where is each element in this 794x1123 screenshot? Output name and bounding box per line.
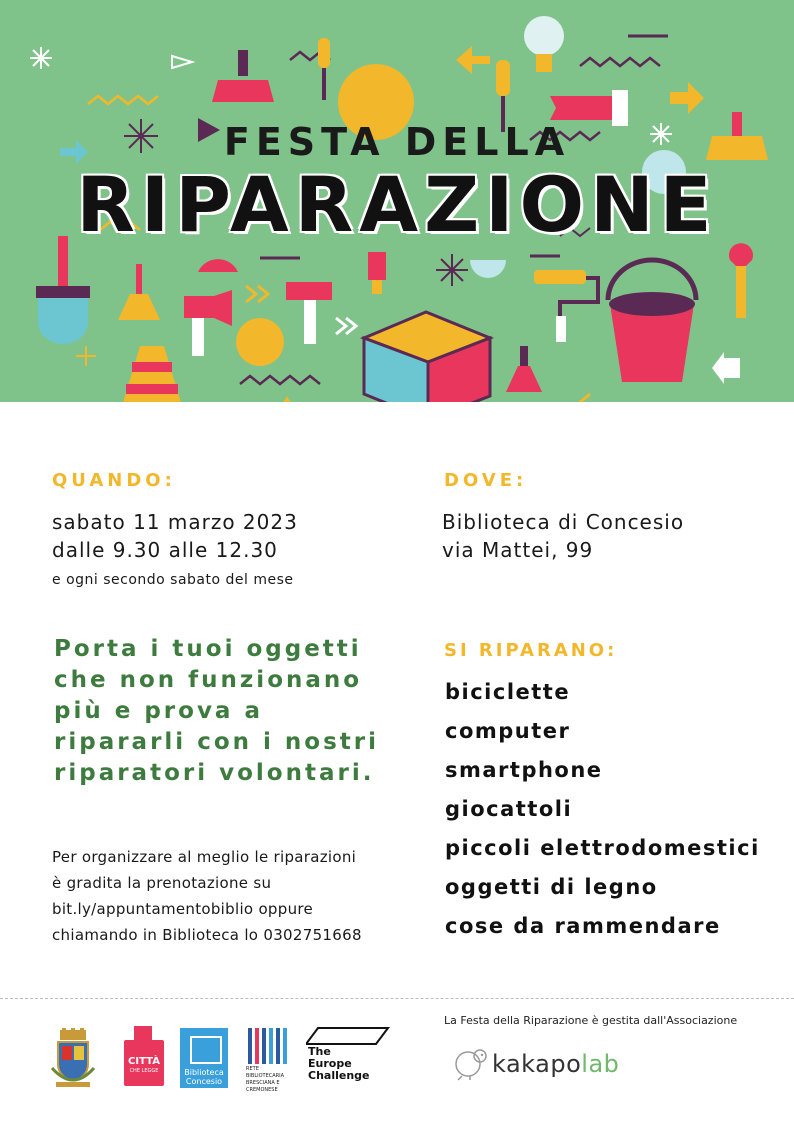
footer-divider (0, 998, 794, 999)
lab-text: lab (581, 1050, 620, 1078)
kakapo-text: kakapo (492, 1050, 582, 1078)
rete-bibliotecaria-icon (246, 1026, 292, 1066)
light-bulb-icon (524, 16, 564, 72)
screwdriver-icon (318, 38, 330, 100)
title-line-1: FESTA DELLA (223, 120, 571, 164)
bucket-icon (608, 260, 696, 382)
europe-challenge-icon (306, 1026, 390, 1046)
invite-text: Porta i tuoi oggetti che non funzionano più e prova a ripararli con i nostri riparatori volontari. (54, 636, 379, 786)
biblioteca-concesio-logo: Biblioteca Concesio (180, 1028, 228, 1088)
kakapo-bird-icon (452, 1046, 492, 1082)
list-item: cose da rammendare (445, 914, 721, 938)
list-item: oggetti di legno (445, 875, 658, 899)
where-label: DOVE: (444, 470, 528, 491)
list-item: smartphone (445, 758, 603, 782)
when-time: dalle 9.30 alle 12.30 (52, 538, 278, 562)
roller-icon (534, 270, 598, 342)
kakapolab-logo (452, 1044, 619, 1084)
where-address: via Mattei, 99 (442, 538, 594, 562)
wrench-icon (729, 243, 753, 318)
brush-icon (118, 264, 160, 320)
list-item: giocattoli (445, 797, 573, 821)
shovel-icon (36, 236, 90, 344)
banner (0, 0, 794, 402)
where-place: Biblioteca di Concesio (442, 510, 685, 534)
list-item: computer (445, 719, 571, 743)
when-label: QUANDO: (52, 470, 176, 491)
scraper-icon (212, 50, 274, 102)
repairs-label: SI RIPARANO: (444, 640, 618, 661)
list-item: biciclette (445, 680, 571, 704)
booking-info (52, 844, 397, 948)
tube-icon (368, 252, 386, 294)
list-item: piccoli elettrodomestici (445, 836, 760, 860)
hammer-icon (286, 282, 332, 344)
title-line-2: RIPARAZIONE (76, 160, 718, 249)
booking-line: Per organizzare al meglio le riparazioni (52, 848, 357, 866)
booking-link-line[interactable]: bit.ly/appuntamentobiblio oppure (52, 900, 314, 918)
citta-che-legge-logo: CITTÀ CHE LEGGE (122, 1026, 164, 1088)
star-icon (30, 47, 52, 69)
cone-icon (120, 346, 184, 402)
coat-of-arms-logo (50, 1028, 96, 1090)
star-icon (436, 254, 468, 286)
rete-bibliotecaria-logo: RETE BIBLIOTECARIA BRESCIANA E CREMONESE (246, 1026, 292, 1090)
star-icon (76, 346, 96, 366)
europe-challenge-logo: The Europe Challenge (308, 1045, 370, 1082)
repairs-list (445, 676, 760, 949)
when-note: e ogni secondo sabato del mese (52, 572, 294, 588)
booking-line: è gradita la prenotazione su (52, 874, 272, 892)
when-date: sabato 11 marzo 2023 (52, 510, 298, 534)
booking-phone-line: chiamando in Biblioteca lo 0302751668 (52, 926, 362, 944)
box-icon (364, 312, 490, 402)
managed-by-text: La Festa della Riparazione è gestita dall'Associazione (444, 1014, 738, 1027)
axe-icon (184, 290, 232, 356)
